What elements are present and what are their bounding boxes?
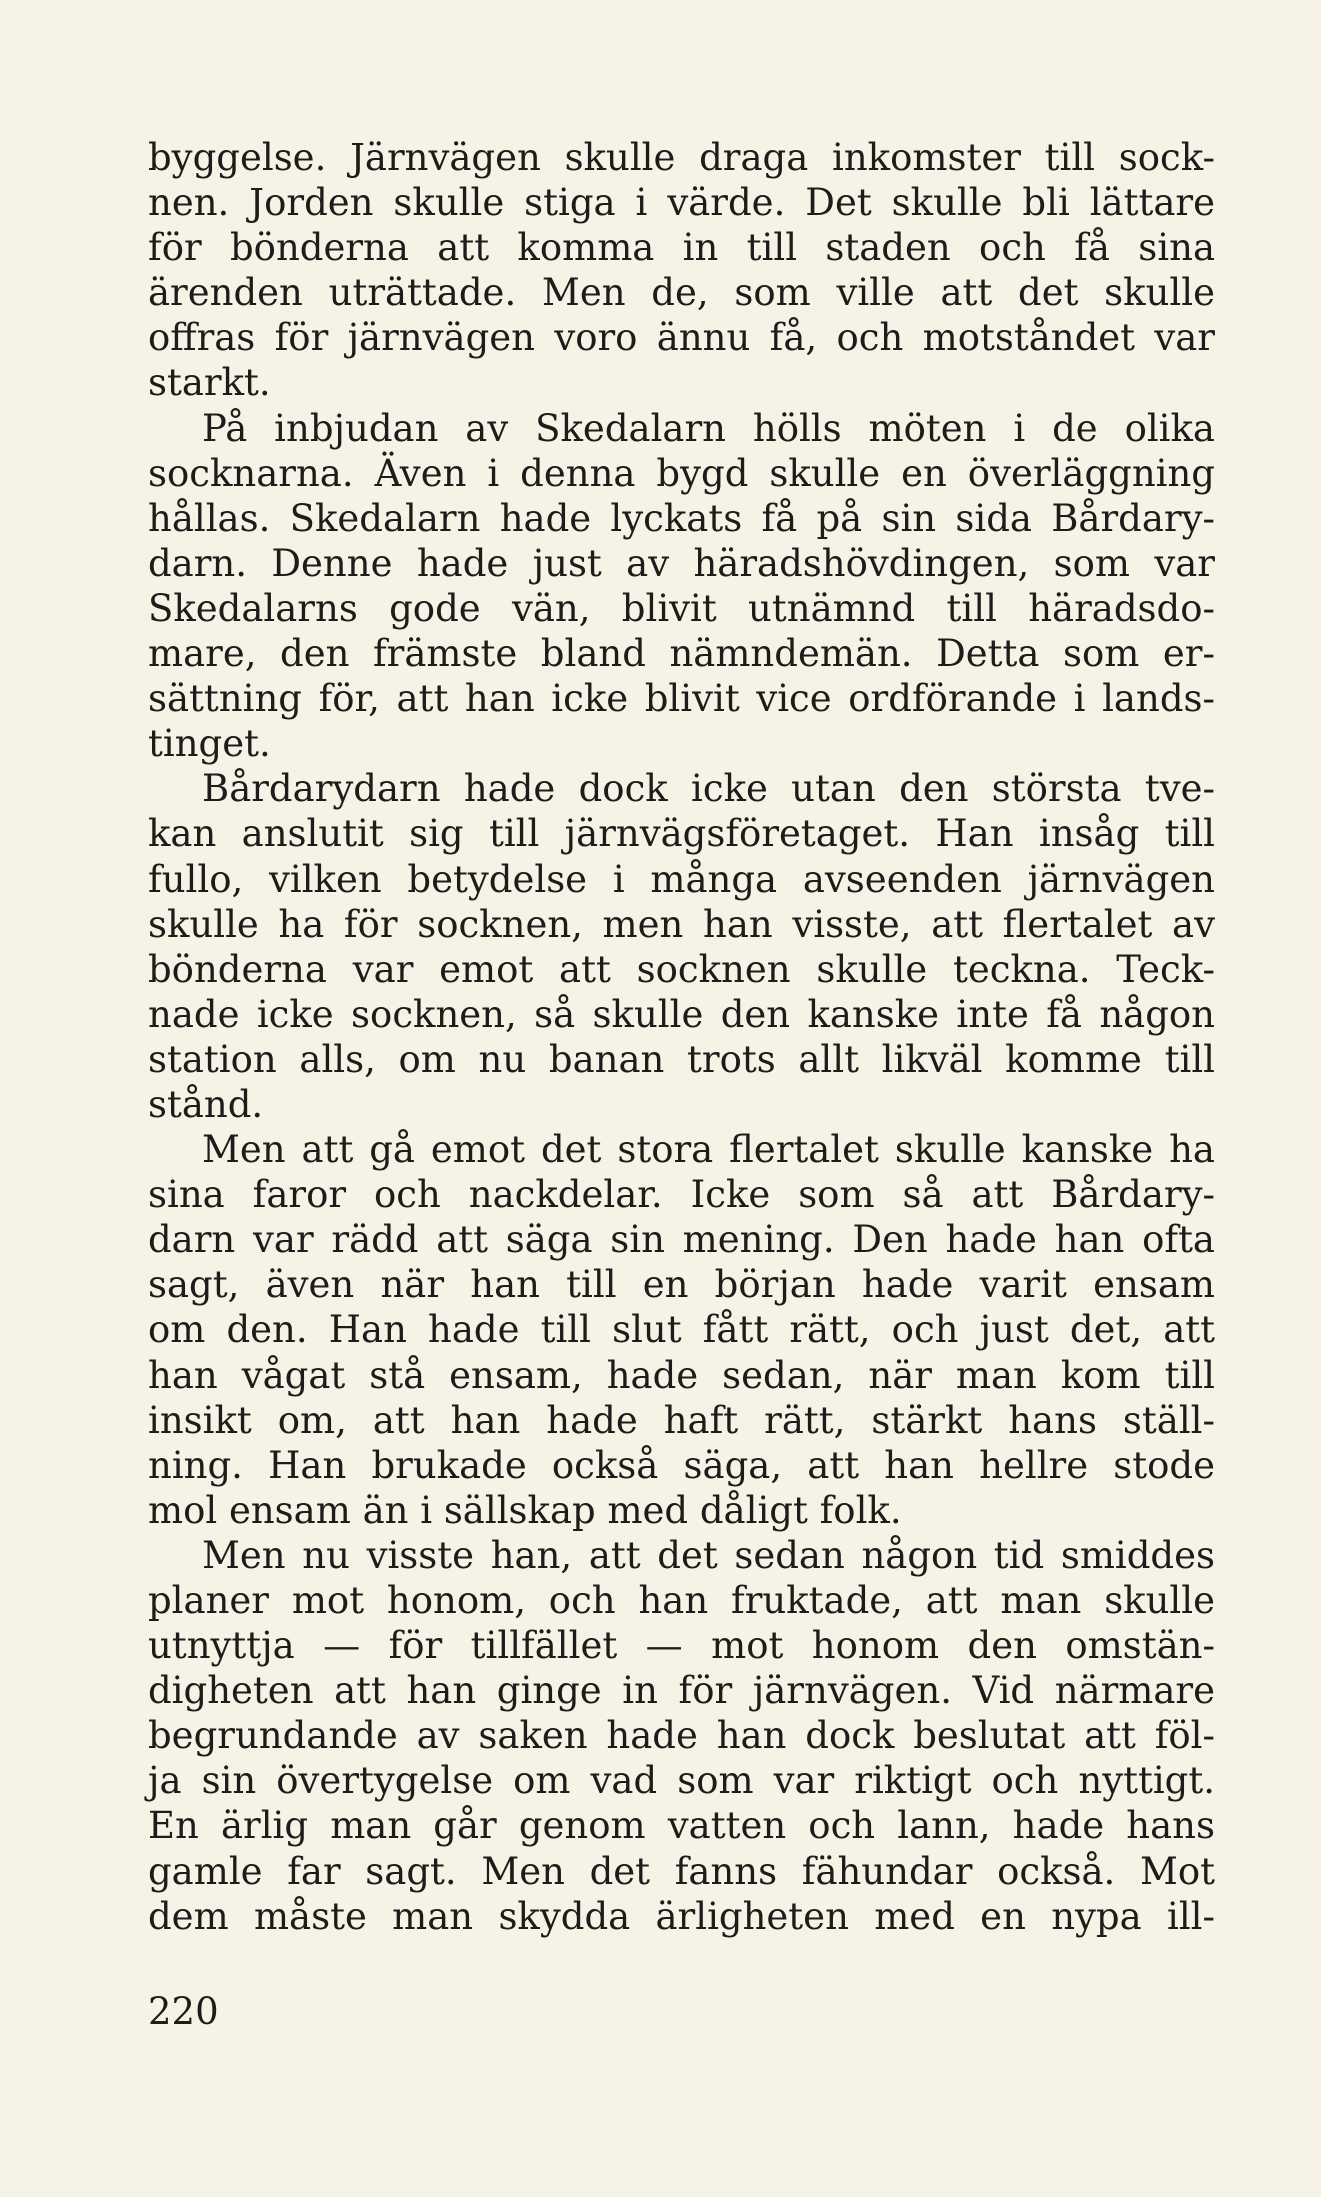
text-line: insikt om, att han hade haft rätt, stärkt hans ställ- [148, 1398, 1215, 1442]
text-line: sina faror och nackdelar. Icke som så att Bårdary- [148, 1173, 1215, 1217]
text-line: Men att gå emot det stora flertalet skulle kanske ha [202, 1128, 1215, 1172]
text-line: offras för järnvägen voro ännu få, och motståndet var [148, 316, 1215, 360]
text-line: Skedalarns gode vän, blivit utnämnd till häradsdo- [148, 586, 1215, 630]
text-line: starkt. [148, 361, 271, 405]
text-line: ja sin övertygelse om vad som var riktigt och nyttigt. [148, 1759, 1215, 1803]
text-line: skulle ha för socknen, men han visste, att flertalet av [148, 902, 1215, 946]
text-line: hållas. Skedalarn hade lyckats få på sin sida Bårdary- [148, 496, 1215, 540]
text-line: gamle far sagt. Men det fanns fähundar också. Mot [148, 1849, 1215, 1893]
text-line: sagt, även när han till en början hade varit ensam [148, 1263, 1215, 1307]
text-line: dem måste man skydda ärligheten med en nypa ill- [148, 1894, 1215, 1938]
text-line: ärenden uträttade. Men de, som ville att det skulle [148, 271, 1215, 315]
text-line: Men nu visste han, att det sedan någon tid smiddes [202, 1533, 1215, 1577]
text-line: digheten att han ginge in för järnvägen. Vid närmare [148, 1669, 1215, 1713]
text-line: för bönderna att komma in till staden och få sina [148, 226, 1215, 270]
text-line: nade icke socknen, så skulle den kanske inte få någon [148, 992, 1215, 1036]
paragraph [148, 1533, 1215, 1939]
text-line: utnyttja — för tillfället — mot honom den omstän- [148, 1624, 1215, 1668]
text-line: tinget. [148, 722, 271, 766]
text-line: mol ensam än i sällskap med dåligt folk. [148, 1488, 902, 1532]
text-line: socknarna. Även i denna bygd skulle en överläggning [148, 451, 1215, 495]
text-line: byggelse. Järnvägen skulle draga inkomster till sock- [148, 136, 1215, 179]
text-line: ning. Han brukade också säga, att han hellre stode [148, 1443, 1215, 1487]
paragraph [148, 406, 1215, 767]
paragraph [148, 135, 1215, 406]
text-line: sättning för, att han icke blivit vice ordförande i lands- [148, 677, 1215, 721]
page-number: 220 [148, 1990, 219, 2033]
body-text [148, 135, 1215, 1939]
text-line: Bårdarydarn hade dock icke utan den största tve- [202, 767, 1215, 811]
text-line: darn. Denne hade just av häradshövdingen, som var [148, 541, 1215, 585]
text-line: fullo, vilken betydelse i många avseenden järnvägen [148, 857, 1215, 901]
text-line: kan anslutit sig till järnvägsföretaget. Han insåg till [148, 812, 1215, 856]
text-line: På inbjudan av Skedalarn hölls möten i de olika [202, 406, 1215, 450]
text-line: En ärlig man går genom vatten och lann, hade hans [148, 1804, 1215, 1848]
text-line: mare, den främste bland nämndemän. Detta som er- [148, 632, 1215, 676]
text-line: planer mot honom, och han fruktade, att man skulle [148, 1579, 1215, 1622]
text-line: stånd. [148, 1082, 264, 1126]
text-line: om den. Han hade till slut fått rätt, och just det, att [148, 1308, 1215, 1352]
text-line: nen. Jorden skulle stiga i värde. Det skulle bli lättare [148, 181, 1215, 225]
text-line: darn var rädd att säga sin mening. Den hade han ofta [148, 1218, 1215, 1262]
text-line: station alls, om nu banan trots allt likväl komme till [148, 1037, 1215, 1081]
text-line: han vågat stå ensam, hade sedan, när man kom till [148, 1353, 1215, 1397]
text-line: bönderna var emot att socknen skulle teckna. Teck- [148, 947, 1215, 991]
paragraph [148, 766, 1215, 1127]
paragraph [148, 1127, 1215, 1533]
text-line: begrundande av saken hade han dock beslutat att föl- [148, 1714, 1215, 1758]
